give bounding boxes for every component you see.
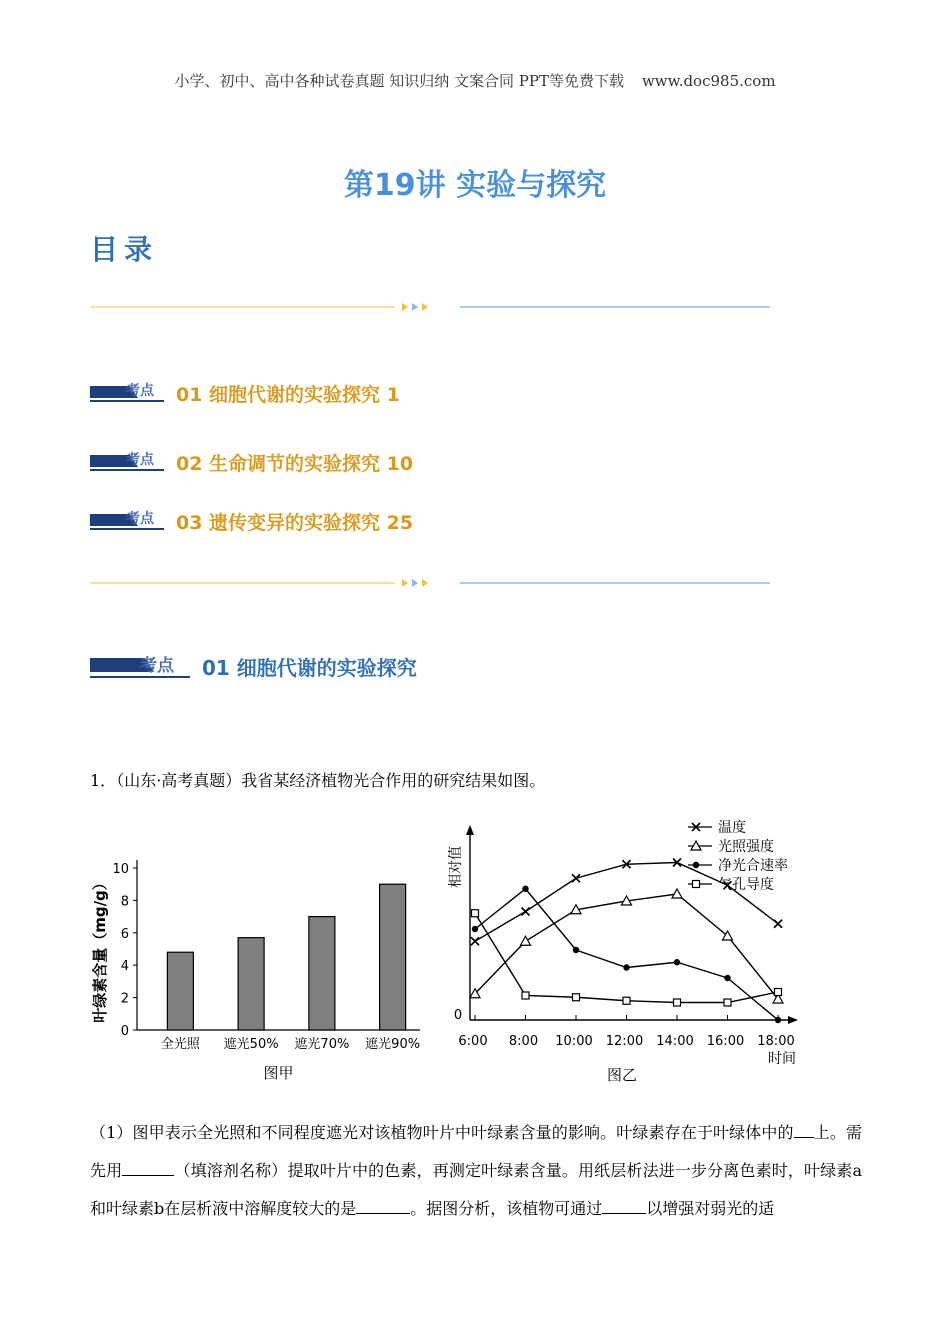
chart-yi-point bbox=[521, 936, 531, 945]
para-part-5: 以增强对弱光的适 bbox=[646, 1199, 775, 1218]
chart-jia-bar bbox=[167, 952, 193, 1030]
chart-yi-xtick-label: 8:00 bbox=[508, 1034, 539, 1049]
chart-yi-point bbox=[724, 999, 731, 1006]
answer-blank-2[interactable] bbox=[122, 1159, 174, 1176]
doc-title: 第19讲 实验与探究 bbox=[343, 168, 607, 203]
site-header bbox=[0, 70, 950, 91]
chart-jia-ytick-label: 0 bbox=[120, 1024, 129, 1039]
chart-yi bbox=[430, 805, 830, 1095]
chart-jia-category-label: 全光照 bbox=[160, 1037, 200, 1052]
chart-yi-point bbox=[693, 862, 699, 868]
site-header-url[interactable]: www.doc985.com bbox=[641, 72, 776, 90]
toc-item-2[interactable] bbox=[90, 446, 413, 478]
answer-blank-1[interactable] bbox=[794, 1121, 814, 1138]
chart-yi-ylabel: 相对值 bbox=[448, 846, 464, 888]
toc-item-1[interactable] bbox=[90, 377, 400, 409]
section-title: 01 细胞代谢的实验探究 bbox=[202, 656, 417, 680]
chart-jia-categories bbox=[161, 1036, 420, 1052]
question-number: 1． bbox=[90, 771, 117, 790]
chart-jia-ytick-label: 4 bbox=[120, 959, 129, 975]
chart-jia-title: 图甲 bbox=[263, 1064, 294, 1082]
chart-jia-category-label: 遮光70% bbox=[294, 1037, 350, 1052]
chart-yi-xtick-label: 14:00 bbox=[656, 1034, 694, 1049]
chart-yi-y-arrow bbox=[466, 825, 474, 835]
toc-heading: 目录 bbox=[90, 233, 159, 266]
chart-yi-legend-label: 净光合速率 bbox=[718, 858, 788, 874]
kaodian-badge: 考点 bbox=[90, 382, 164, 404]
chart-yi-xtick-label: 18:00 bbox=[757, 1034, 795, 1049]
chart-jia-category-label: 遮光50% bbox=[223, 1037, 279, 1052]
question-1 bbox=[90, 768, 545, 791]
chart-yi-point bbox=[472, 926, 478, 932]
chart-yi-series-line bbox=[475, 913, 778, 1002]
toc-top-divider bbox=[90, 300, 770, 314]
kaodian-badge: 考点 bbox=[90, 654, 190, 680]
chart-jia-ytick-label: 2 bbox=[120, 991, 129, 1007]
chart-yi-xtick-label: 16:00 bbox=[706, 1034, 745, 1049]
chart-jia-ylabel: 叶绿素含量（mg/g） bbox=[91, 875, 109, 1023]
chart-yi-xtick-label: 6:00 bbox=[458, 1034, 488, 1049]
chart-yi-point bbox=[522, 908, 530, 916]
chart-jia-ytick-label: 8 bbox=[120, 894, 129, 910]
chart-jia-category-label: 遮光90% bbox=[365, 1037, 421, 1052]
chart-yi-point bbox=[573, 947, 579, 953]
toc-item-3[interactable] bbox=[90, 505, 413, 537]
question-paragraph bbox=[90, 1114, 862, 1228]
chart-yi-point bbox=[674, 999, 681, 1006]
chart-yi-point bbox=[775, 989, 782, 996]
chart-jia-bar bbox=[238, 938, 264, 1030]
chart-yi-point bbox=[672, 889, 682, 898]
chart-yi-point bbox=[623, 997, 630, 1004]
chart-yi-origin-label: 0 bbox=[453, 1008, 463, 1023]
chart-yi-legend-label: 光照强度 bbox=[718, 839, 774, 855]
para-part-3: （填溶剂名称）提取叶片中的色素，再测定叶绿素含量。用纸层析法进一步分离色素时，叶绿素a和叶绿素b在层析液中溶解度较大的是 bbox=[90, 1161, 862, 1218]
chart-jia-ytick-label: 6 bbox=[120, 926, 129, 942]
toc-item-label: 02 生命调节的实验探究 10 bbox=[176, 452, 414, 475]
chart-yi-series-line bbox=[475, 894, 778, 999]
kaodian-badge: 考点 bbox=[90, 510, 164, 532]
toc-item-label: 01 细胞代谢的实验探究 1 bbox=[176, 383, 400, 406]
section-heading bbox=[90, 652, 417, 681]
para-part-4: 。据图分析，该植物可通过 bbox=[410, 1199, 603, 1218]
chart-yi-point bbox=[724, 975, 730, 981]
para-part-2: 上。需先用 bbox=[90, 1123, 862, 1180]
chart-jia bbox=[85, 840, 435, 1090]
question-text: （山东·高考真题）我省某经济植物光合作用的研究结果如图。 bbox=[116, 771, 546, 790]
para-part-1: （1）图甲表示全光照和不同程度遮光对该植物叶片中叶绿素含量的影响。叶绿素存在于叶绿体中的 bbox=[90, 1123, 794, 1142]
chart-yi-point bbox=[572, 874, 580, 882]
answer-blank-4[interactable] bbox=[602, 1197, 646, 1214]
chart-yi-point bbox=[573, 994, 580, 1001]
chart-yi-point bbox=[674, 959, 680, 965]
chart-yi-legend-label: 温度 bbox=[718, 820, 746, 836]
chart-yi-title: 图乙 bbox=[606, 1066, 638, 1084]
toc-bottom-divider bbox=[90, 576, 770, 590]
chart-yi-point bbox=[522, 886, 528, 892]
answer-blank-3[interactable] bbox=[356, 1197, 410, 1214]
chart-jia-ticks bbox=[112, 862, 137, 1039]
chart-jia-bars bbox=[167, 884, 405, 1030]
site-header-text: 小学、初中、高中各种试卷真题 知识归纳 文案合同 PPT等免费下载 bbox=[174, 72, 624, 90]
chart-jia-bar bbox=[380, 884, 406, 1030]
chart-yi-legend bbox=[688, 819, 788, 893]
chart-yi-point bbox=[471, 937, 479, 945]
chart-yi-point bbox=[522, 992, 529, 999]
chart-yi-xtick-label: 10:00 bbox=[555, 1034, 593, 1049]
chart-jia-ytick-label: 10 bbox=[112, 862, 129, 877]
chart-yi-xlabel: 时间 bbox=[768, 1051, 796, 1067]
chart-yi-x-arrow bbox=[788, 1016, 798, 1024]
toc-item-label: 03 遗传变异的实验探究 25 bbox=[176, 511, 414, 534]
chart-yi-point bbox=[693, 881, 700, 888]
chart-yi-legend-label: 气孔导度 bbox=[718, 877, 774, 893]
kaodian-badge: 考点 bbox=[90, 451, 164, 473]
chart-yi-point bbox=[774, 920, 782, 928]
chart-yi-xtick-label: 12:00 bbox=[605, 1034, 644, 1049]
chart-yi-point bbox=[472, 910, 479, 917]
chart-jia-bar bbox=[309, 917, 335, 1030]
chart-yi-point bbox=[623, 964, 629, 970]
